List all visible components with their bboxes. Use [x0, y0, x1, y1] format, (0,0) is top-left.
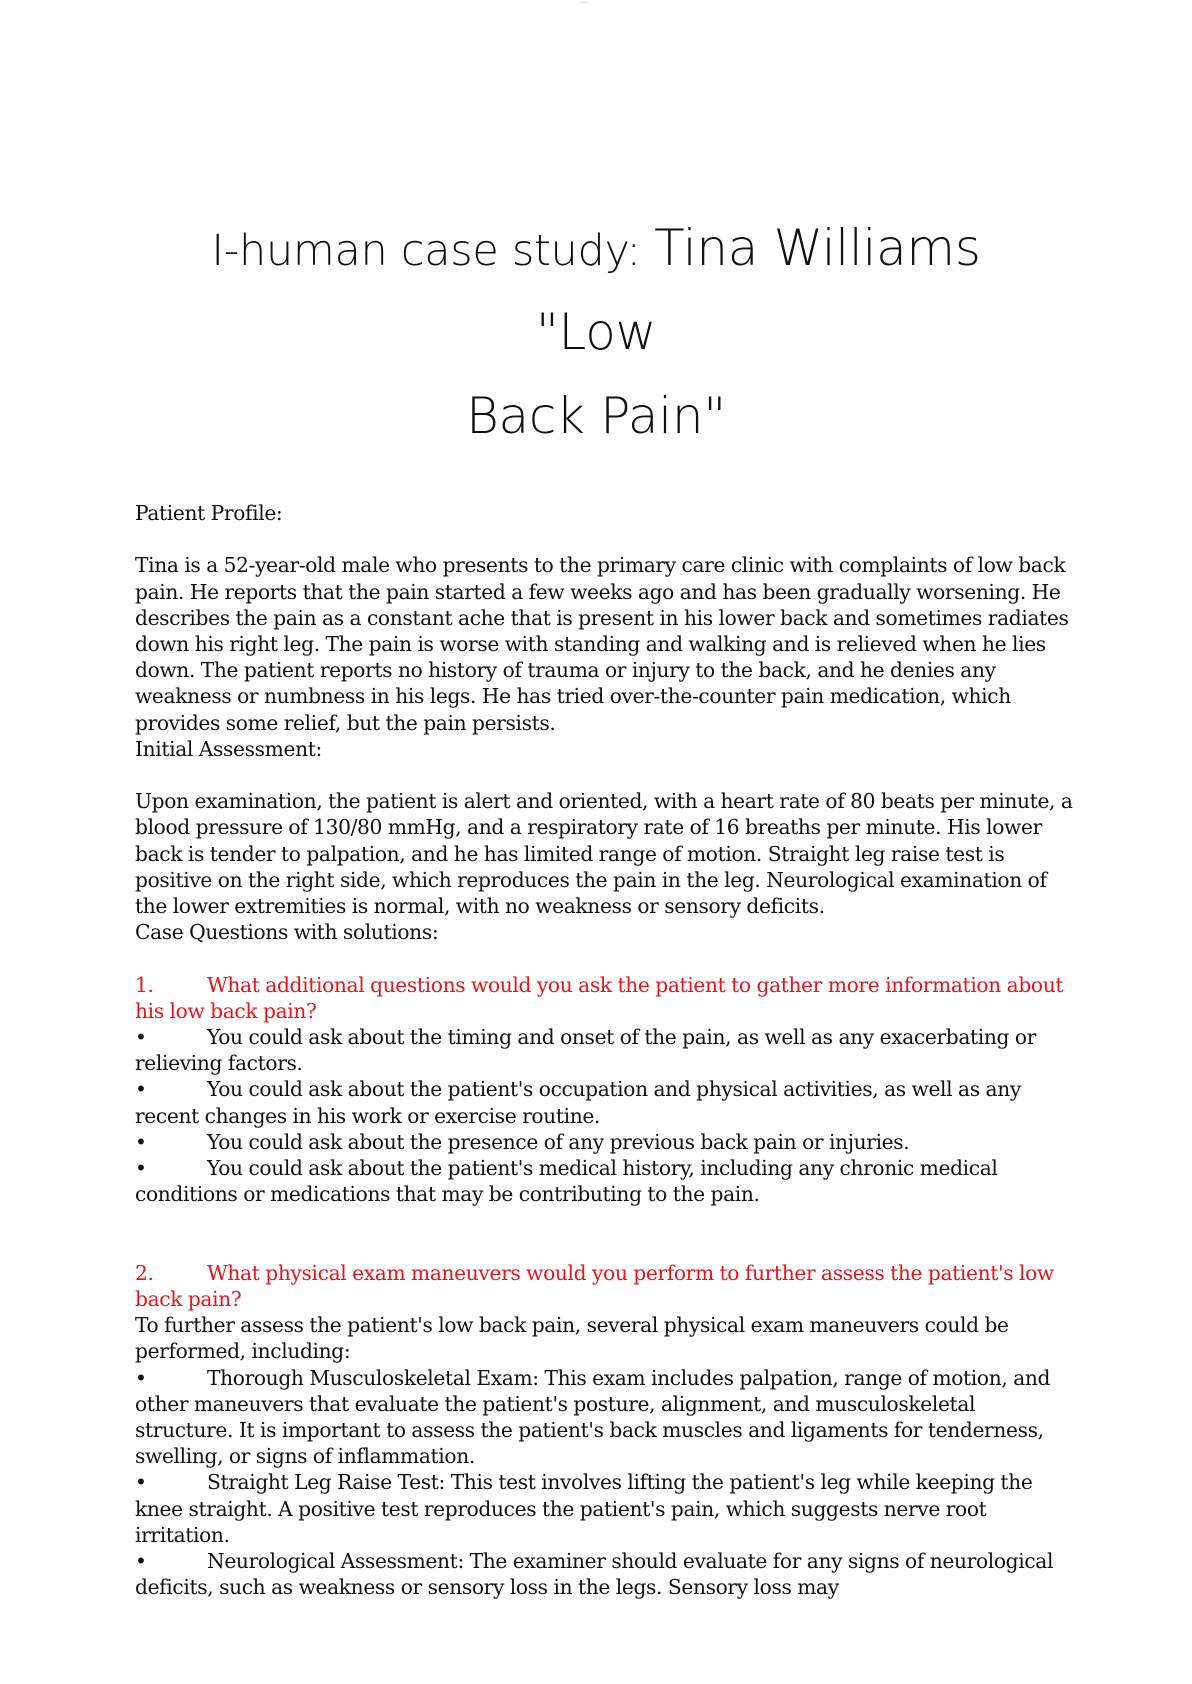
- q2-bullet: [135, 1469, 1075, 1548]
- questions-heading: Case Questions with solutions:: [135, 920, 439, 945]
- question-1: [135, 972, 1075, 1024]
- bullet-glyph: •: [135, 1549, 147, 1574]
- question-1-number: 1.: [135, 972, 154, 997]
- q1-bullet-text: You could ask about the timing and onset of the pain, as well as any exacerbating or relieving factors.: [135, 1025, 1037, 1076]
- q2-intro: To further assess the patient's low back pain, several physical exam maneuvers could be performed, including:: [135, 1313, 1009, 1364]
- title-main-line2: Back Pain": [466, 387, 726, 445]
- question-2-number: 2.: [135, 1260, 154, 1285]
- document-body: [135, 500, 1075, 1600]
- q1-bullet-text: You could ask about the patient's occupation and physical activities, as well as any recent changes in his work or exercise routine.: [135, 1077, 1021, 1128]
- q1-bullet: [135, 1155, 1075, 1207]
- q2-bullet-text: Neurological Assessment: The examiner should evaluate for any signs of neurological deficits, such as weakness or sensory loss in the legs. Sensory loss may: [135, 1549, 1054, 1600]
- q2-bullet: [135, 1365, 1075, 1470]
- question-1-text: What additional questions would you ask the patient to gather more information about his low back pain?: [135, 972, 1064, 1023]
- header-mark: --------: [580, 0, 589, 3]
- question-2: [135, 1260, 1075, 1312]
- title-prefix: I-human case study:: [211, 226, 655, 276]
- bullet-glyph: •: [135, 1470, 147, 1495]
- q2-bullet: [135, 1548, 1075, 1600]
- document-title: [150, 212, 1042, 464]
- q1-bullet: [135, 1129, 1075, 1155]
- assessment-heading: Initial Assessment:: [135, 736, 322, 761]
- q2-bullet-text: Thorough Musculoskeletal Exam: This exam includes palpation, range of motion, and other maneuvers that evaluate the patient's posture, alignment, and musculoskeletal structure. It is important to assess the patient's back muscles and ligaments for tenderness, swelling, or signs of inflammation.: [135, 1365, 1051, 1469]
- profile-text: Tina is a 52-year-old male who presents to the primary care clinic with complaints of low back pain. He reports that the pain started a few weeks ago and has been gradually worsening. He describes the pain as a constant ache that is present in his lower back and sometimes radiates down his right leg. The pain is worse with standing and walking and is relieved when he lies down. The patient reports no history of trauma or injury to the back, and he denies any weakness or numbness in his legs. He has tried over-the-counter pain medication, which provides some relief, but the pain persists.: [135, 553, 1069, 735]
- assessment-text: Upon examination, the patient is alert and oriented, with a heart rate of 80 beats per minute, a blood pressure of 130/80 mmHg, and a respiratory rate of 16 breaths per minute. His lower back is tender to palpation, and he has limited range of motion. Straight leg raise test is positive on the right side, which reproduces the pain in the leg. Neurological examination of the lower extremities is normal, with no weakness or sensory deficits.: [135, 789, 1073, 919]
- q2-bullet-text: Straight Leg Raise Test: This test involves lifting the patient's leg while keeping the knee straight. A positive test reproduces the patient's pain, which suggests nerve root irritation.: [135, 1470, 1033, 1547]
- profile-heading: Patient Profile:: [135, 501, 283, 525]
- question-2-text: What physical exam maneuvers would you perform to further assess the patient's low back pain?: [135, 1260, 1054, 1312]
- bullet-glyph: •: [135, 1077, 147, 1102]
- q1-bullet: [135, 1076, 1075, 1128]
- title-main-line1: Tina Williams "Low: [535, 219, 981, 361]
- q1-bullet-text: You could ask about the patient's medical history, including any chronic medical conditions or medications that may be contributing to the pain.: [135, 1156, 998, 1207]
- q1-bullet: [135, 1024, 1075, 1076]
- bullet-glyph: •: [135, 1129, 147, 1154]
- q1-bullet-text: You could ask about the presence of any previous back pain or injuries.: [207, 1129, 910, 1154]
- bullet-glyph: •: [135, 1365, 147, 1390]
- bullet-glyph: •: [135, 1025, 147, 1050]
- bullet-glyph: •: [135, 1156, 147, 1181]
